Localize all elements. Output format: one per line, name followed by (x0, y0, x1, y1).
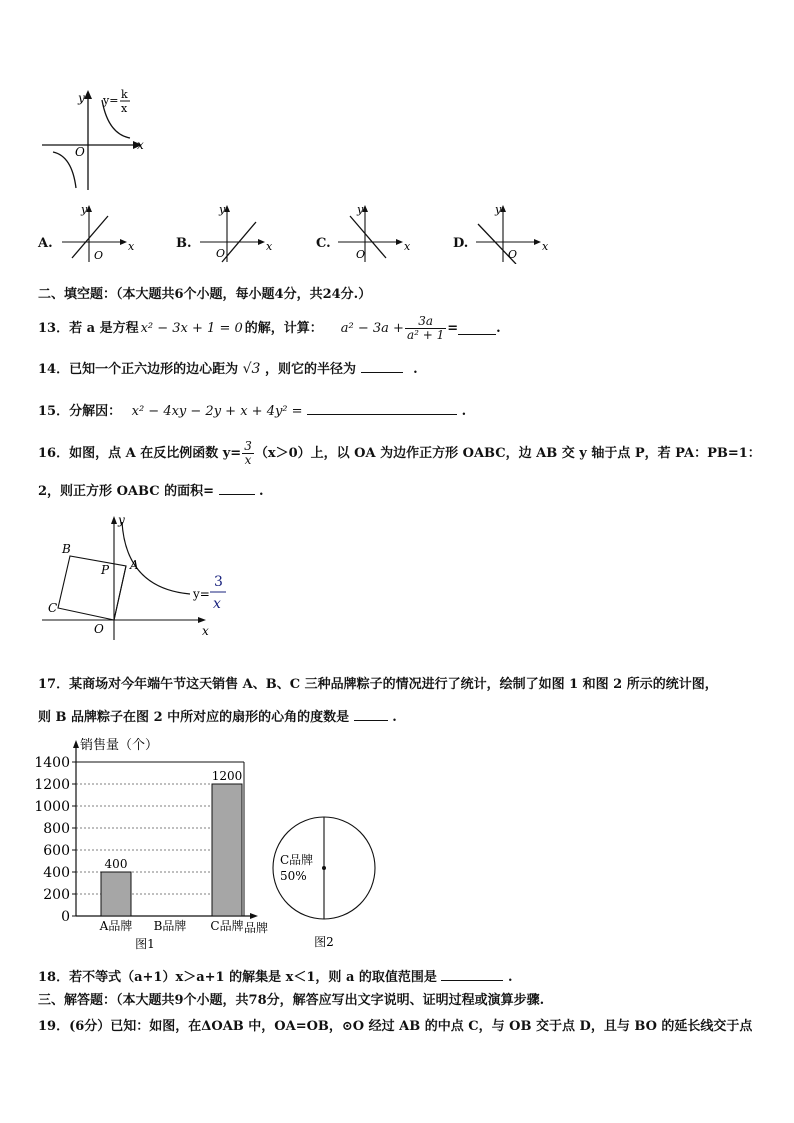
answer-blank-16[interactable] (219, 482, 255, 495)
square-hyperbola-figure (38, 508, 228, 643)
data-label: 400 (104, 857, 128, 871)
option-d-label: D. (453, 236, 469, 251)
answer-blank-15[interactable] (307, 402, 457, 415)
bar-chart-figure-1 (30, 734, 280, 956)
svg-text:x: x (128, 240, 135, 253)
svg-text:O: O (94, 249, 104, 262)
answer-blank-13[interactable] (458, 322, 496, 335)
y-tick-label: 0 (61, 909, 70, 925)
question-15: 15．分解因： x² − 4xy − 2y + x + 4y² = . (38, 404, 467, 419)
svg-text:x: x (202, 624, 209, 638)
option-b-label: B. (176, 236, 192, 251)
question-13: 13．若 a 是方程 x² − 3x + 1 = 0 的解，计算： a² − 3a + $\frac{3a}{\text{a² + 1}}$ = . (38, 313, 501, 342)
pie-pct-c: 50% (280, 869, 307, 883)
question-14: 14．已知一个正六边形的边心距为 √3 ，则它的半径为 . (38, 361, 418, 377)
svg-text:x: x (266, 240, 273, 253)
function-den: x (121, 102, 128, 115)
svg-text:O: O (216, 247, 226, 260)
option-b-graph (196, 202, 278, 264)
y-tick-label: 1200 (34, 777, 70, 793)
x-tick-label: A品牌 (99, 919, 133, 933)
y-tick-label: 200 (43, 887, 70, 903)
svg-text:y: y (357, 203, 364, 216)
svg-text:y: y (81, 203, 88, 216)
y-tick-label: 600 (43, 843, 70, 859)
svg-text:B: B (62, 542, 71, 556)
y-axis-title: 销售量（个） (80, 738, 159, 753)
svg-text:P: P (101, 563, 110, 577)
question-19: 19．(6分）已知：如图，在ΔOAB 中，OA=OB，⊙O 经过 AB 的中点 C，与 OB 交于点 D，且与 BO 的延长线交于点 (38, 1019, 753, 1034)
data-label: 1200 (211, 769, 243, 783)
svg-text:O: O (94, 622, 104, 636)
y-tick-label: 400 (43, 865, 70, 881)
svg-text:O: O (356, 248, 366, 261)
x-axis-label: x (137, 138, 144, 152)
x-tick-label: C品牌 (210, 919, 244, 933)
svg-text:3: 3 (214, 574, 223, 590)
question-17-line2: 则 B 品牌粽子在图 2 中所对应的扇形的心角的度数是 . (38, 710, 397, 725)
y-tick-label: 800 (43, 821, 70, 837)
pie-chart-figure-2 (268, 812, 380, 954)
option-d-graph (472, 202, 554, 264)
svg-text:x: x (542, 240, 549, 253)
x-axis-title: 品牌 (244, 921, 269, 935)
x-axis-arrow (250, 913, 258, 919)
option-a-graph (58, 202, 140, 264)
svg-text:C: C (48, 601, 58, 615)
x-tick-label: B品牌 (153, 919, 187, 933)
svg-text:y=: y= (193, 587, 210, 601)
figure-2-caption: 图2 (314, 935, 334, 949)
figure-1-caption: 图1 (135, 937, 155, 951)
pie-label-c: C品牌 (280, 853, 314, 867)
svg-text:y: y (118, 513, 125, 527)
svg-text:x: x (404, 240, 411, 253)
section-3-heading: 三、解答题：（本大题共9个小题，共78分，解答应写出文字说明、证明过程或演算步骤. (38, 993, 545, 1008)
y-tick-label: 1000 (34, 799, 70, 815)
bar (212, 784, 242, 916)
bar (101, 872, 131, 916)
svg-text:A: A (130, 558, 139, 572)
svg-text:O: O (508, 248, 518, 261)
svg-text:y: y (219, 203, 226, 216)
option-c-graph (334, 202, 416, 264)
y-axis-arrow (73, 740, 79, 748)
function-lhs: y= (103, 94, 119, 107)
answer-blank-14[interactable] (361, 360, 403, 373)
section-2-heading: 二、填空题：（本大题共6个小题，每小题4分，共24分.） (38, 287, 372, 302)
question-16: 16．如图，点 A 在反比例函数 y= $\frac{3}{x}$ （x＞0）上，以 OA 为边作正方形 OABC，边 AB 交 y 轴于点 P，若 PA：PB=1： (38, 438, 761, 467)
question-16-line2: 2，则正方形 OABC 的面积= . (38, 484, 264, 499)
y-tick-label: 1400 (34, 755, 70, 771)
option-a-label: A. (38, 236, 53, 251)
hyperbola-graph (38, 86, 158, 196)
question-17-line1: 17．某商场对今年端午节这天销售 A、B、C 三种品牌粽子的情况进行了统计，绘制了如图 1 和图 2 所示的统计图， (38, 677, 718, 692)
answer-blank-18[interactable] (441, 968, 503, 981)
y-axis-label: y (78, 91, 85, 105)
answer-blank-17[interactable] (354, 708, 388, 721)
question-18: 18．若不等式（a+1）x＞a+1 的解集是 x＜1，则 a 的取值范围是 . (38, 970, 513, 985)
option-c-label: C. (316, 236, 331, 251)
svg-text:x: x (213, 596, 221, 612)
origin-label: O (75, 145, 85, 159)
svg-text:y: y (495, 203, 502, 216)
function-num: k (121, 88, 128, 101)
